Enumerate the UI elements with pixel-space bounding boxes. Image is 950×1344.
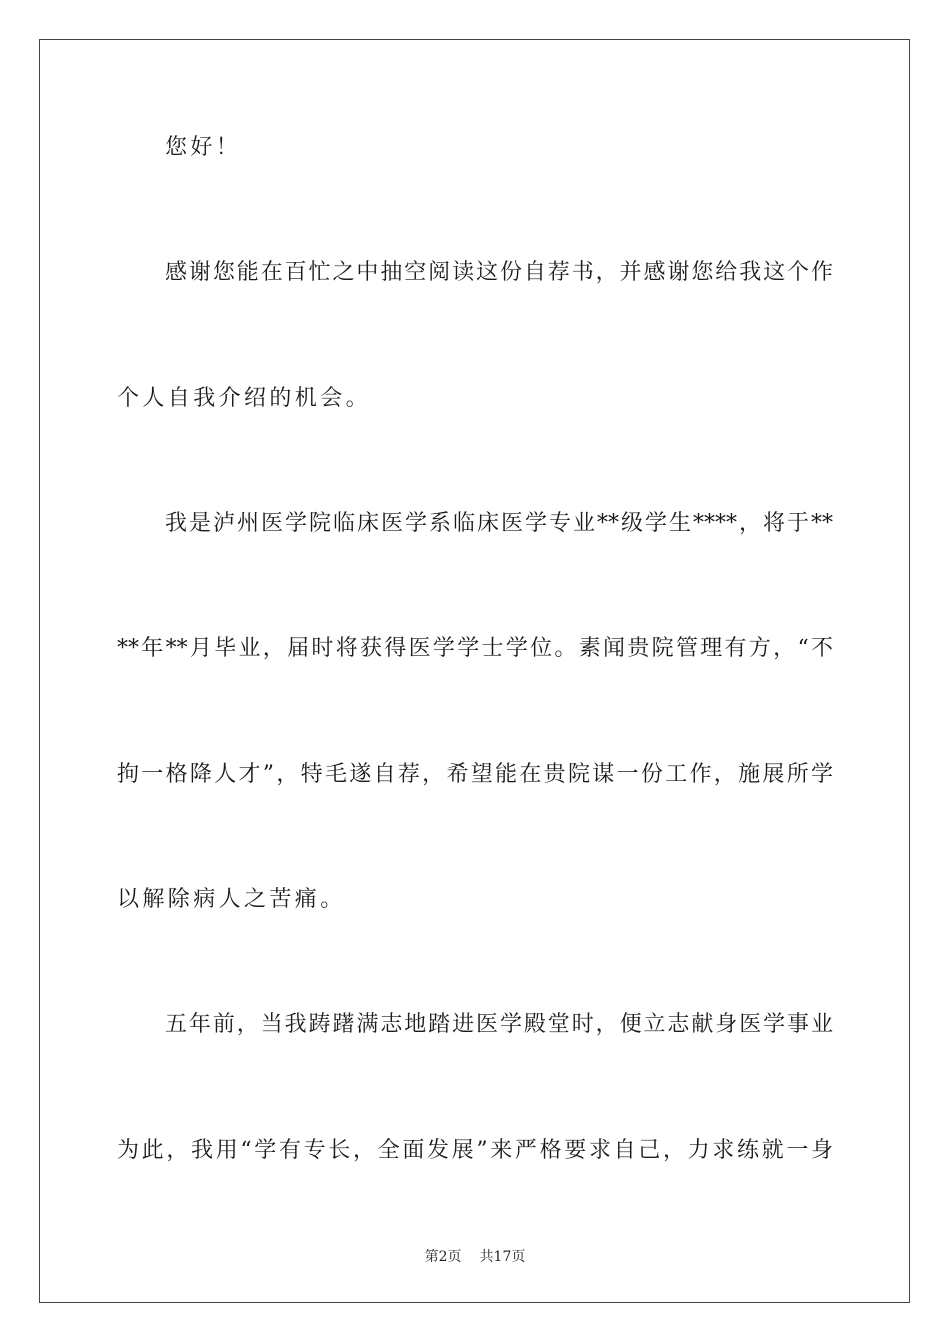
page-border: [39, 39, 910, 1303]
greeting-line: 您好！: [165, 135, 242, 160]
paragraph-2-line-1: 我是泸州医学院临床医学系临床医学专业**级学生****，将于**: [165, 511, 833, 536]
page-number: 第2页: [424, 1249, 462, 1265]
paragraph-3-line-2: 为此，我用“学有专长，全面发展”来严格要求自己，力求练就一身: [117, 1138, 833, 1163]
paragraph-2-line-2: **年**月毕业，届时将获得医学学士学位。素闻贵院管理有方，“不: [117, 636, 833, 661]
paragraph-3-line-1: 五年前，当我踌躇满志地踏进医学殿堂时，便立志献身医学事业: [165, 1012, 833, 1037]
page-total: 共17页: [479, 1249, 526, 1265]
paragraph-2-line-4: 以解除病人之苦痛。: [117, 887, 346, 912]
paragraph-1-line-1: 感谢您能在百忙之中抽空阅读这份自荐书，并感谢您给我这个作: [165, 260, 833, 285]
paragraph-1-line-2: 个人自我介绍的机会。: [117, 386, 372, 411]
page-footer: [0, 1247, 950, 1267]
paragraph-2-line-3: 拘一格降人才”，特毛遂自荐，希望能在贵院谋一份工作，施展所学: [117, 762, 833, 787]
